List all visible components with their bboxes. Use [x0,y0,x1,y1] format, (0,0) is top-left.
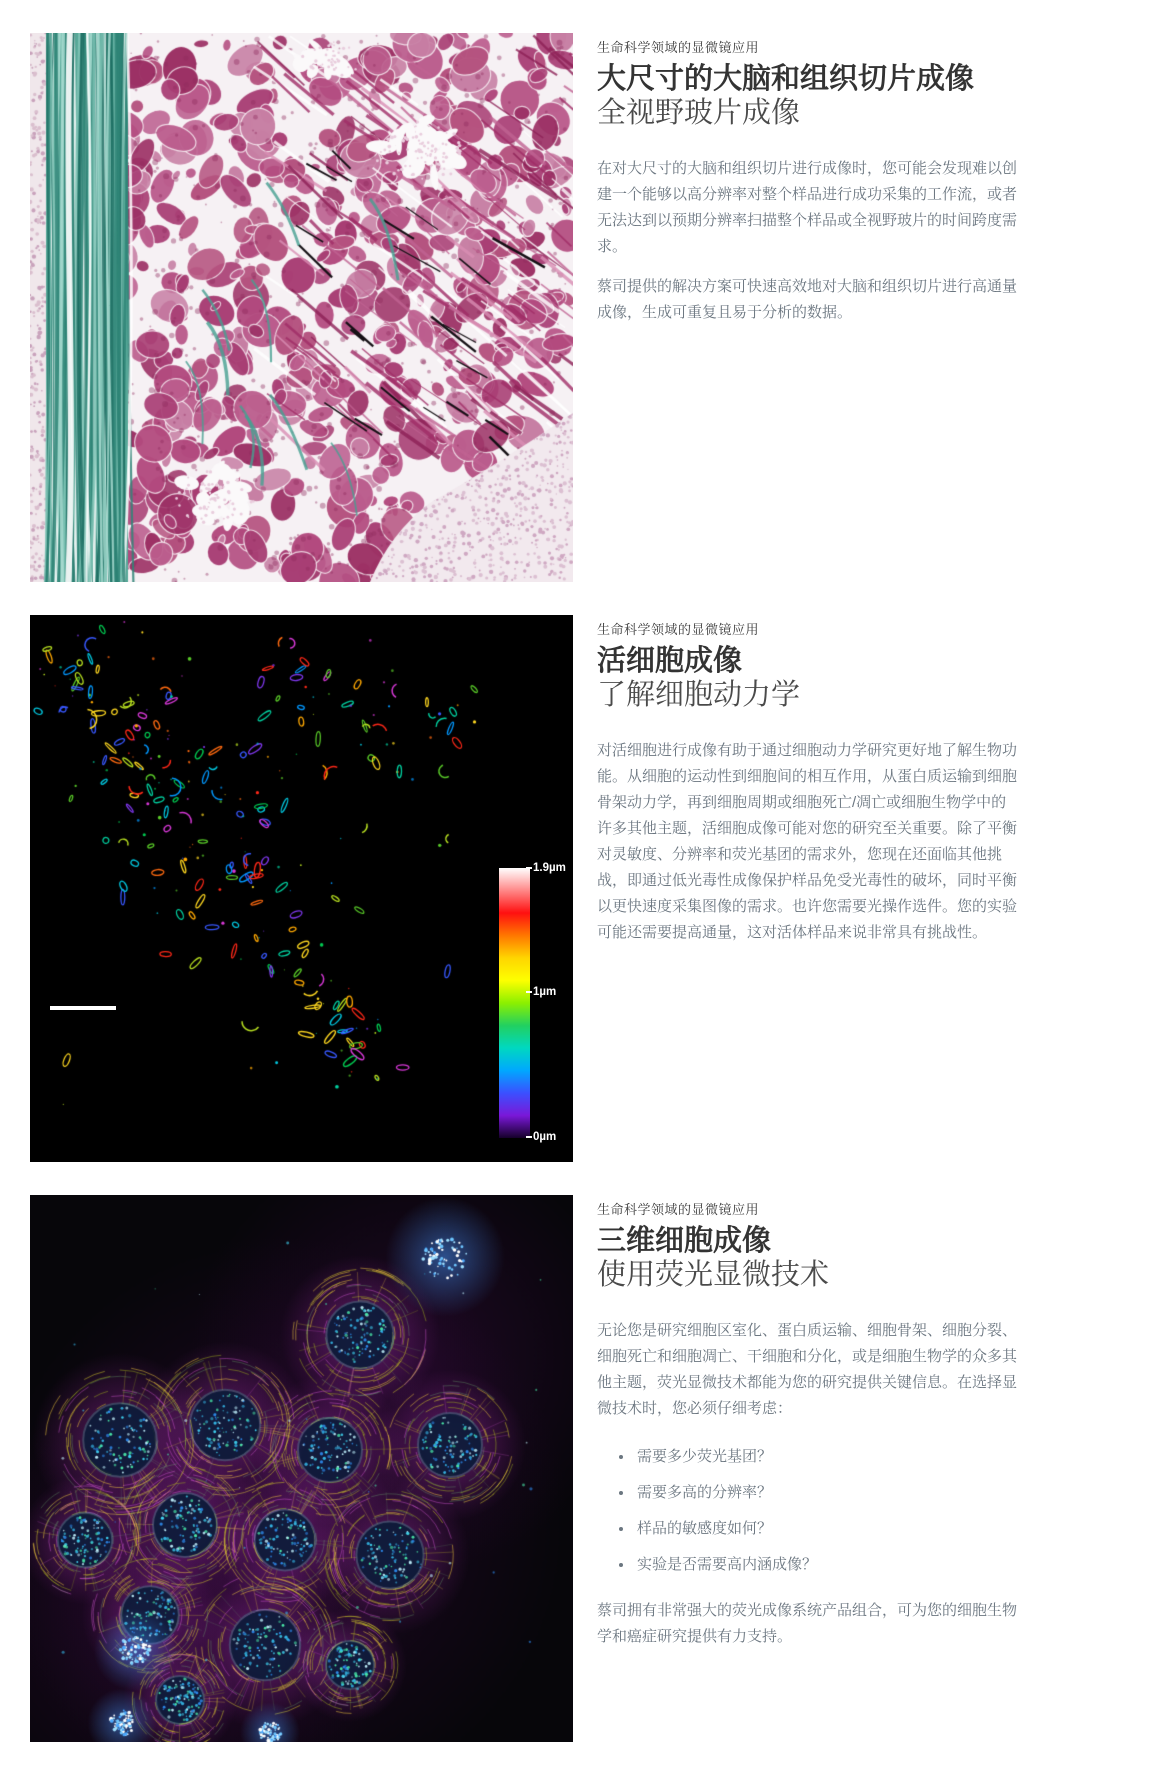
histology-canvas [30,33,573,582]
section-3-text [597,1195,1019,1650]
section-subtitle: 全视野玻片成像 [597,97,801,129]
section-eyebrow: 生命科学领域的显微镜应用 [597,1202,760,1217]
paragraph: 对活细胞进行成像有助于通过细胞动力学研究更好地了解生物功能。从细胞的运动性到细胞间的相互作用，从蛋白质运输到细胞骨架动力学，再到细胞周期或细胞死亡/凋亡或细胞生物学中的许多其他主题，活细胞成像可能对您的研究至关重要。除了平衡对灵敏度、分辨率和荧光基团的需求外，您现在还面临其他挑战，即通过低光毒性成像保护样品免受光毒性的破坏，同时平衡以更快速度采集图像的需求。也许您需要光操作选件。您的实验可能还需要提高通量，这对活体样品来说非常具有挑战性。 [597,742,1018,941]
section-1-text [597,33,1019,326]
section-2-text [597,615,1019,946]
section-eyebrow: 生命科学领域的显微镜应用 [597,622,760,637]
scale-bar [50,1006,116,1010]
section-3d-cell-imaging [30,1195,1160,1742]
section-title: 三维细胞成像 [597,1225,772,1257]
live-cell-canvas [30,615,573,1162]
depth-colorbar [499,868,530,1138]
section-subtitle: 使用荧光显微技术 [597,1259,830,1291]
colorbar-tick [526,867,532,869]
section-eyebrow: 生命科学领域的显微镜应用 [597,40,760,55]
histology-image [30,33,573,582]
colorbar-tick [526,1136,532,1138]
fluorescence-image [30,1195,573,1742]
fluorescence-canvas [30,1195,573,1742]
colorbar-tick [526,991,532,993]
colorbar-mid-label: 1µm [526,986,556,998]
section-closing [597,1598,1019,1650]
section-live-cell-imaging [30,615,1160,1162]
list-item: 需要多高的分辨率？ [619,1485,1019,1501]
paragraph: 在对大尺寸的大脑和组织切片进行成像时，您可能会发现难以创建一个能够以高分辨率对整个样品进行成功采集的工作流，或者无法达到以预期分辨率扫描整个样品或全视野玻片的时间跨度需求。 [597,160,1018,255]
section-title: 活细胞成像 [597,645,743,677]
section-title: 大尺寸的大脑和组织切片成像 [597,63,975,95]
colorbar-top-label: 1.9µm [526,862,566,874]
section-body [597,738,1019,946]
live-cell-image [30,615,573,1162]
paragraph: 蔡司提供的解决方案可快速高效地对大脑和组织切片进行高通量成像，生成可重复且易于分析的数据。 [597,278,1018,321]
paragraph: 蔡司拥有非常强大的荧光成像系统产品组合，可为您的细胞生物学和癌症研究提供有力支持。 [597,1602,1018,1645]
section-body [597,156,1019,326]
consideration-list [597,1449,1019,1573]
section-body [597,1318,1019,1422]
list-item: 实验是否需要高内涵成像？ [619,1557,1019,1573]
list-item: 样品的敏感度如何？ [619,1521,1019,1537]
colorbar-bottom-label: 0µm [526,1131,556,1143]
paragraph: 无论您是研究细胞区室化、蛋白质运输、细胞骨架、细胞分裂、细胞死亡和细胞凋亡、干细胞和分化，或是细胞生物学的众多其他主题，荧光显微技术都能为您的研究提供关键信息。在选择显微技术时，您必须仔细考虑： [597,1322,1018,1417]
section-subtitle: 了解细胞动力学 [597,679,801,711]
list-item: 需要多少荧光基团？ [619,1449,1019,1465]
section-slide-scanning [30,33,1160,582]
